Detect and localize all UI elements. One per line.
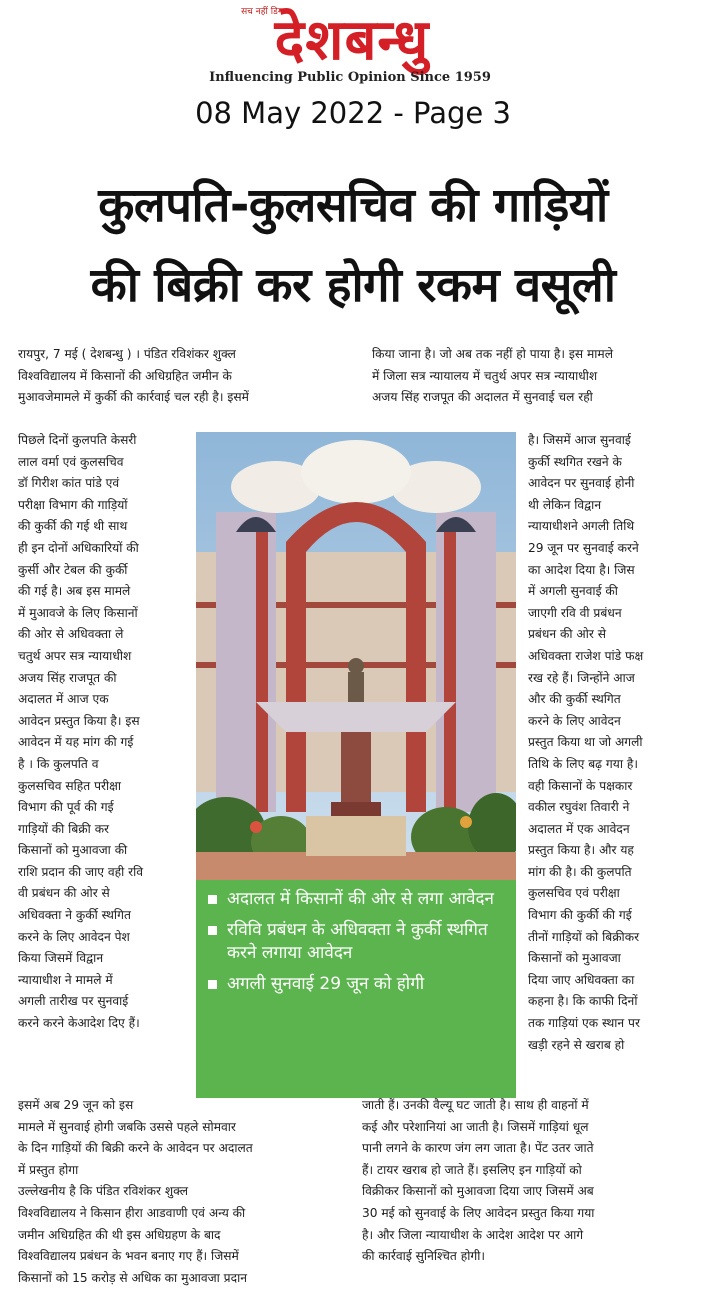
square-bullet-icon <box>208 895 217 904</box>
university-building-photo <box>196 432 516 880</box>
masthead-tagline: सच नहीं डिग <box>241 7 283 17</box>
highlight-text: अगली सुनवाई 29 जून को होगी <box>227 974 425 994</box>
article-right-top: किया जाना है। जो अब तक नहीं हो पाया है। इस मामले में जिला सत्र न्यायालय में चतुर्थ अपर सत्र न्यायाधीश अजय सिंह राजपूत की अदालत में सुनवाई चल रही <box>372 347 613 405</box>
highlight-item <box>208 888 504 911</box>
date-line: 08 May 2022 - Page 3 <box>195 96 511 130</box>
article-right-bottom: जाती हैं। उनकी वैल्यू घट जाती है। साथ ही वाहनों में कई और परेशानियां आ जाती है। जिसमें गाड़ियां धूल पानी लगने के कारण जंग लग जाता है। पेंट उतर जाते हैं। टायर खराब हो जाते हैं। इसलिए इन गाड़ियों को विक्रीकर किसानों को मुआवजा दिया जाए जिसमें अब 30 मई को सुनवाई के लिए आवेदन प्रस्तुत किया गया है। और जिला न्यायाधीश के आदेश आदेश पर आगे की कार्रवाई सुनिश्चित होगी। <box>362 1098 595 1264</box>
highlight-item <box>208 919 504 965</box>
article-right-column: है। जिसमें आज सुनवाई कुर्की स्थगित रखने के आवेदन पर सुनवाई होनी थी लेकिन विद्वान न्यायाधीशने अगली तिथि 29 जून पर सुनवाई करने का आदेश दिया है। जिस में अगली सुनवाई की जाएगी रवि वी प्रबंधन प्रबंधन की ओर से अधिवक्ता राजेश पांडे फक्ष रख रहे हैं। जिन्होंने आज और की कुर्की स्थगित करने के लिए आवेदन प्रस्तुत किया था जो अगली तिथि के लिए बढ़ गया है। वही किसानों के पक्षकार वकील रघुवंश तिवारी ने अदालत में एक आवेदन प्रस्तुत किया है। और यह मांग की है। की कुलपति कुलसचिव एवं परीक्षा विभाग की कुर्की की गई तीनों गाड़ियों को बिक्रीकर किसानों को मुआवजा दिया जाए अधिवक्ता का कहना है। कि काफी दिनों तक गाड़ियां एक स्थान पर खड़ी रहने से खराब हो <box>528 433 644 1052</box>
article-left-top: रायपुर, 7 मई ( देशबन्धु ) । पंडित रविशंकर शुक्ल विश्वविद्यालय में किसानों की अधिग्रहित जमीन के मुआवजेमामले में कुर्की की कार्रवाई चल रही है। इसमें <box>18 347 249 405</box>
highlight-item <box>208 973 504 996</box>
masthead-subtitle: Influencing Public Opinion Since 1959 <box>209 70 491 85</box>
square-bullet-icon <box>208 980 217 989</box>
highlight-text: रविवि प्रबंधन के अधिवक्ता ने कुर्की स्थगित करने लगाया आवेदन <box>227 920 488 963</box>
headline-line-1: कुलपति-कुलसचिव की गाड़ियों <box>98 178 608 233</box>
article-left-column: पिछले दिनों कुलपति केसरी लाल वर्मा एवं कुलसचिव डॉ गिरीश कांत पांडे एवं परीक्षा विभाग की गाड़ियों की कुर्की की गई थी साथ ही इन दोनों अधिकारियों की कुर्सी और टेबल की कुर्की की गई है। अब इस मामले में मुआवजे के लिए किसानों की ओर से अधिवक्ता ले चतुर्थ अपर सत्र न्यायाधीश अजय सिंह राजपूत की अदालत में आज एक आवेदन प्रस्तुत किया है। इस आवेदन में यह मांग की गई है । कि कुलपति व कुलसचिव सहित परीक्षा विभाग की पूर्व की गई गाड़ियों की बिक्री कर किसानों को मुआवजा की राशि प्रदान की जाए वही रवि वी प्रबंधन की ओर से अधिवक्ता ने कुर्की स्थगित करने के लिए आवेदन पेश किया जिसमें विद्वान न्यायाधीश ने मामले में अगली तारीख पर सुनवाई करने करने केआदेश दिए हैं। <box>18 433 144 1031</box>
headline-line-2: की बिक्री कर होगी रकम वसूली <box>90 258 616 313</box>
square-bullet-icon <box>208 926 217 935</box>
article-left-bottom: इसमें अब 29 जून को इस मामले में सुनवाई होगी जबकि उससे पहले सोमवार के दिन गाड़ियों की बिक्री करने के आवेदन पर अदालत में प्रस्तुत होगा उल्लेखनीय है कि पंडित रविशंकर शुक्ल विश्वविद्यालय ने किसान हीरा आडवाणी एवं अन्य की जमीन अधिग्रहित की थी इस अधिग्रहण के बाद विश्वविद्यालय प्रबंधन के भवन बनाए गए हैं। जिसमें किसानों को 15 करोड़ से अधिक का मुआवजा प्रदान <box>18 1098 253 1285</box>
highlight-text: अदालत में किसानों की ओर से लगा आवेदन <box>227 889 494 909</box>
masthead-logo: देशबन्धु <box>274 7 430 73</box>
highlights-box <box>196 880 516 1098</box>
